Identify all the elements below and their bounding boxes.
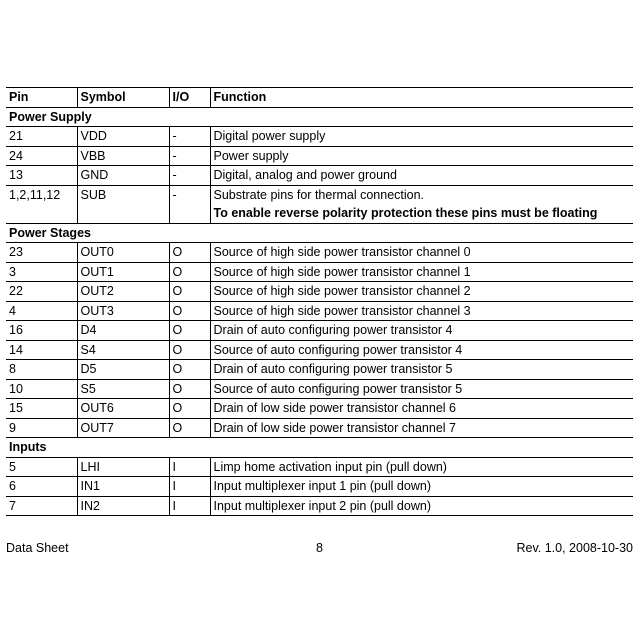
cell-function <box>210 418 633 438</box>
table-row <box>6 496 633 516</box>
function-text: Digital power supply <box>213 129 326 143</box>
cell-function <box>210 457 633 477</box>
cell-pin: 23 <box>6 243 77 263</box>
section-row <box>6 438 633 458</box>
cell-symbol: D4 <box>77 321 169 341</box>
cell-io: O <box>169 321 210 341</box>
header-row <box>6 88 633 108</box>
cell-function <box>210 496 633 516</box>
cell-io: O <box>169 379 210 399</box>
cell-function <box>210 282 633 302</box>
footer-page-number: 8 <box>316 541 323 555</box>
cell-symbol: IN2 <box>77 496 169 516</box>
header-io: I/O <box>169 88 210 108</box>
cell-symbol: OUT3 <box>77 301 169 321</box>
cell-pin: 15 <box>6 399 77 419</box>
cell-function <box>210 379 633 399</box>
cell-pin: 8 <box>6 360 77 380</box>
cell-pin: 9 <box>6 418 77 438</box>
table-row <box>6 477 633 497</box>
section-title: Power Stages <box>6 223 633 243</box>
function-note: To enable reverse polarity protection these pins must be floating <box>213 206 598 220</box>
function-text: Digital, analog and power ground <box>213 168 397 182</box>
cell-symbol: SUB <box>77 185 169 223</box>
table-row <box>6 457 633 477</box>
cell-io: O <box>169 360 210 380</box>
cell-symbol: GND <box>77 166 169 186</box>
function-text: Drain of low side power transistor channel 7 <box>213 420 456 435</box>
function-text: Source of high side power transistor channel 1 <box>213 264 471 279</box>
header-symbol: Symbol <box>77 88 169 108</box>
cell-pin: 1,2,11,12 <box>6 185 77 223</box>
table-row <box>6 282 633 302</box>
table-body <box>6 107 633 516</box>
cell-function <box>210 340 633 360</box>
cell-io: O <box>169 282 210 302</box>
cell-function <box>210 262 633 282</box>
cell-function <box>210 185 633 223</box>
table-row <box>6 243 633 263</box>
table-row <box>6 262 633 282</box>
footer-doc-type: Data Sheet <box>6 541 69 555</box>
cell-symbol: LHI <box>77 457 169 477</box>
table-row <box>6 360 633 380</box>
section-row <box>6 223 633 243</box>
pin-definition-table <box>6 87 633 516</box>
cell-io: I <box>169 477 210 497</box>
table-row <box>6 146 633 166</box>
table-row <box>6 379 633 399</box>
cell-io: - <box>169 166 210 186</box>
cell-pin: 3 <box>6 262 77 282</box>
cell-io: O <box>169 340 210 360</box>
cell-io: - <box>169 146 210 166</box>
cell-function <box>210 243 633 263</box>
section-title: Power Supply <box>6 107 633 127</box>
header-function: Function <box>210 88 633 108</box>
table-row <box>6 127 633 147</box>
cell-function <box>210 477 633 497</box>
function-text: Limp home activation input pin (pull down) <box>213 459 447 474</box>
cell-symbol: D5 <box>77 360 169 380</box>
cell-pin: 6 <box>6 477 77 497</box>
section-title: Inputs <box>6 438 633 458</box>
cell-io: O <box>169 418 210 438</box>
function-text: Source of high side power transistor channel 2 <box>213 284 471 298</box>
cell-io: O <box>169 262 210 282</box>
cell-symbol: S5 <box>77 379 169 399</box>
cell-function <box>210 399 633 419</box>
function-text: Drain of auto configuring power transistor 4 <box>213 323 453 337</box>
cell-io: O <box>169 243 210 263</box>
cell-symbol: S4 <box>77 340 169 360</box>
cell-pin: 10 <box>6 379 77 399</box>
function-text: Source of auto configuring power transistor 4 <box>213 342 463 357</box>
page-footer <box>6 541 633 557</box>
cell-io: O <box>169 301 210 321</box>
table-row <box>6 399 633 419</box>
cell-io: I <box>169 496 210 516</box>
cell-function <box>210 301 633 321</box>
cell-pin: 16 <box>6 321 77 341</box>
cell-symbol: OUT7 <box>77 418 169 438</box>
table-row <box>6 301 633 321</box>
cell-pin: 4 <box>6 301 77 321</box>
cell-symbol: OUT1 <box>77 262 169 282</box>
section-row <box>6 107 633 127</box>
cell-function <box>210 321 633 341</box>
cell-pin: 5 <box>6 457 77 477</box>
table-row <box>6 418 633 438</box>
cell-function <box>210 360 633 380</box>
cell-function <box>210 127 633 147</box>
function-text: Source of auto configuring power transistor 5 <box>213 381 463 396</box>
cell-pin: 24 <box>6 146 77 166</box>
table-header <box>6 88 633 108</box>
cell-pin: 13 <box>6 166 77 186</box>
function-text: Power supply <box>213 148 289 163</box>
cell-io: I <box>169 457 210 477</box>
cell-function <box>210 146 633 166</box>
cell-io: - <box>169 127 210 147</box>
cell-pin: 14 <box>6 340 77 360</box>
cell-pin: 22 <box>6 282 77 302</box>
footer-revision: Rev. 1.0, 2008-10-30 <box>516 541 633 555</box>
cell-io: - <box>169 185 210 223</box>
cell-symbol: IN1 <box>77 477 169 497</box>
function-text: Drain of low side power transistor channel 6 <box>213 401 456 415</box>
function-text: Drain of auto configuring power transistor 5 <box>213 362 453 376</box>
cell-symbol: OUT0 <box>77 243 169 263</box>
function-text: Source of high side power transistor channel 0 <box>213 245 471 259</box>
table-row <box>6 321 633 341</box>
cell-function <box>210 166 633 186</box>
cell-symbol: VBB <box>77 146 169 166</box>
cell-pin: 7 <box>6 496 77 516</box>
cell-symbol: OUT2 <box>77 282 169 302</box>
function-text: Input multiplexer input 2 pin (pull down) <box>213 498 431 513</box>
function-text: Input multiplexer input 1 pin (pull down) <box>213 479 431 493</box>
function-text: Source of high side power transistor channel 3 <box>213 303 471 318</box>
table-row <box>6 185 633 223</box>
table-row <box>6 166 633 186</box>
table-row <box>6 340 633 360</box>
cell-symbol: VDD <box>77 127 169 147</box>
cell-io: O <box>169 399 210 419</box>
cell-symbol: OUT6 <box>77 399 169 419</box>
header-pin: Pin <box>6 88 77 108</box>
cell-pin: 21 <box>6 127 77 147</box>
function-text: Substrate pins for thermal connection. <box>213 187 425 202</box>
